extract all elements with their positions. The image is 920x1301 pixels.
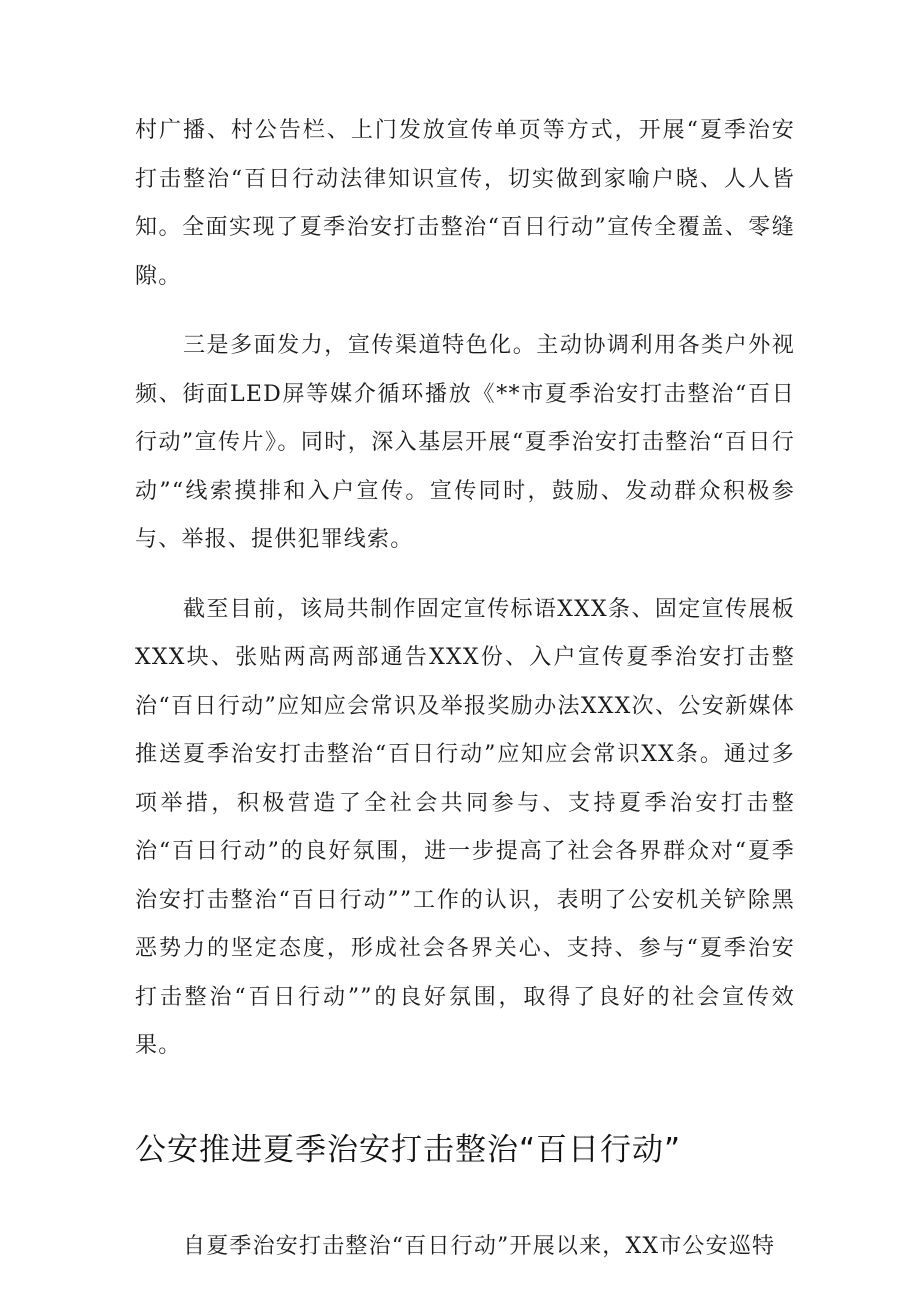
document-body <box>135 107 795 1271</box>
paragraph-publicity-methods: 村广播、村公告栏、上门发放宣传单页等方式，开展“夏季治安打击整治“百日行动法律知识宣传，切实做到家喻户晓、人人皆知。全面实现了夏季治安打击整治“百日行动”宣传全覆盖、零缝隙。 <box>135 118 795 289</box>
paragraph-publicity-channels: 三是多面发力，宣传渠道特色化。主动协调利用各类户外视频、街面LED屏等媒介循环播放《**市夏季治安打击整治“百日行动”宣传片》。同时，深入基层开展“夏季治安打击整治“百日行动”“线索摸排和入户宣传。宣传同时，鼓励、发动群众积极参与、举报、提供犯罪线索。 <box>135 333 795 552</box>
paragraph-publicity-results: 截至目前，该局共制作固定宣传标语XXX条、固定宣传展板XXX块、张贴两高两部通告XXX份、入户宣传夏季治安打击整治“百日行动”应知应会常识及举报奖励办法XXX次、公安新媒体推送夏季治安打击整治“百日行动”应知应会常识XX条。通过多项举措，积极营造了全社会共同参与、支持夏季治安打击整治“百日行动”的良好氛围，进一步提高了社会各界群众对“夏季治安打击整治“百日行动””工作的认识，表明了公安机关铲除黑恶势力的坚定态度，形成社会各界关心、支持、参与“夏季治安打击整治“百日行动””的良好氛围，取得了良好的社会宣传效果。 <box>135 596 795 1058</box>
paragraph-section-intro: 自夏季治安打击整治“百日行动”开展以来，XX市公安巡特 <box>183 1233 776 1259</box>
section-heading: 公安推进夏季治安打击整治“百日行动” <box>135 1131 682 1168</box>
